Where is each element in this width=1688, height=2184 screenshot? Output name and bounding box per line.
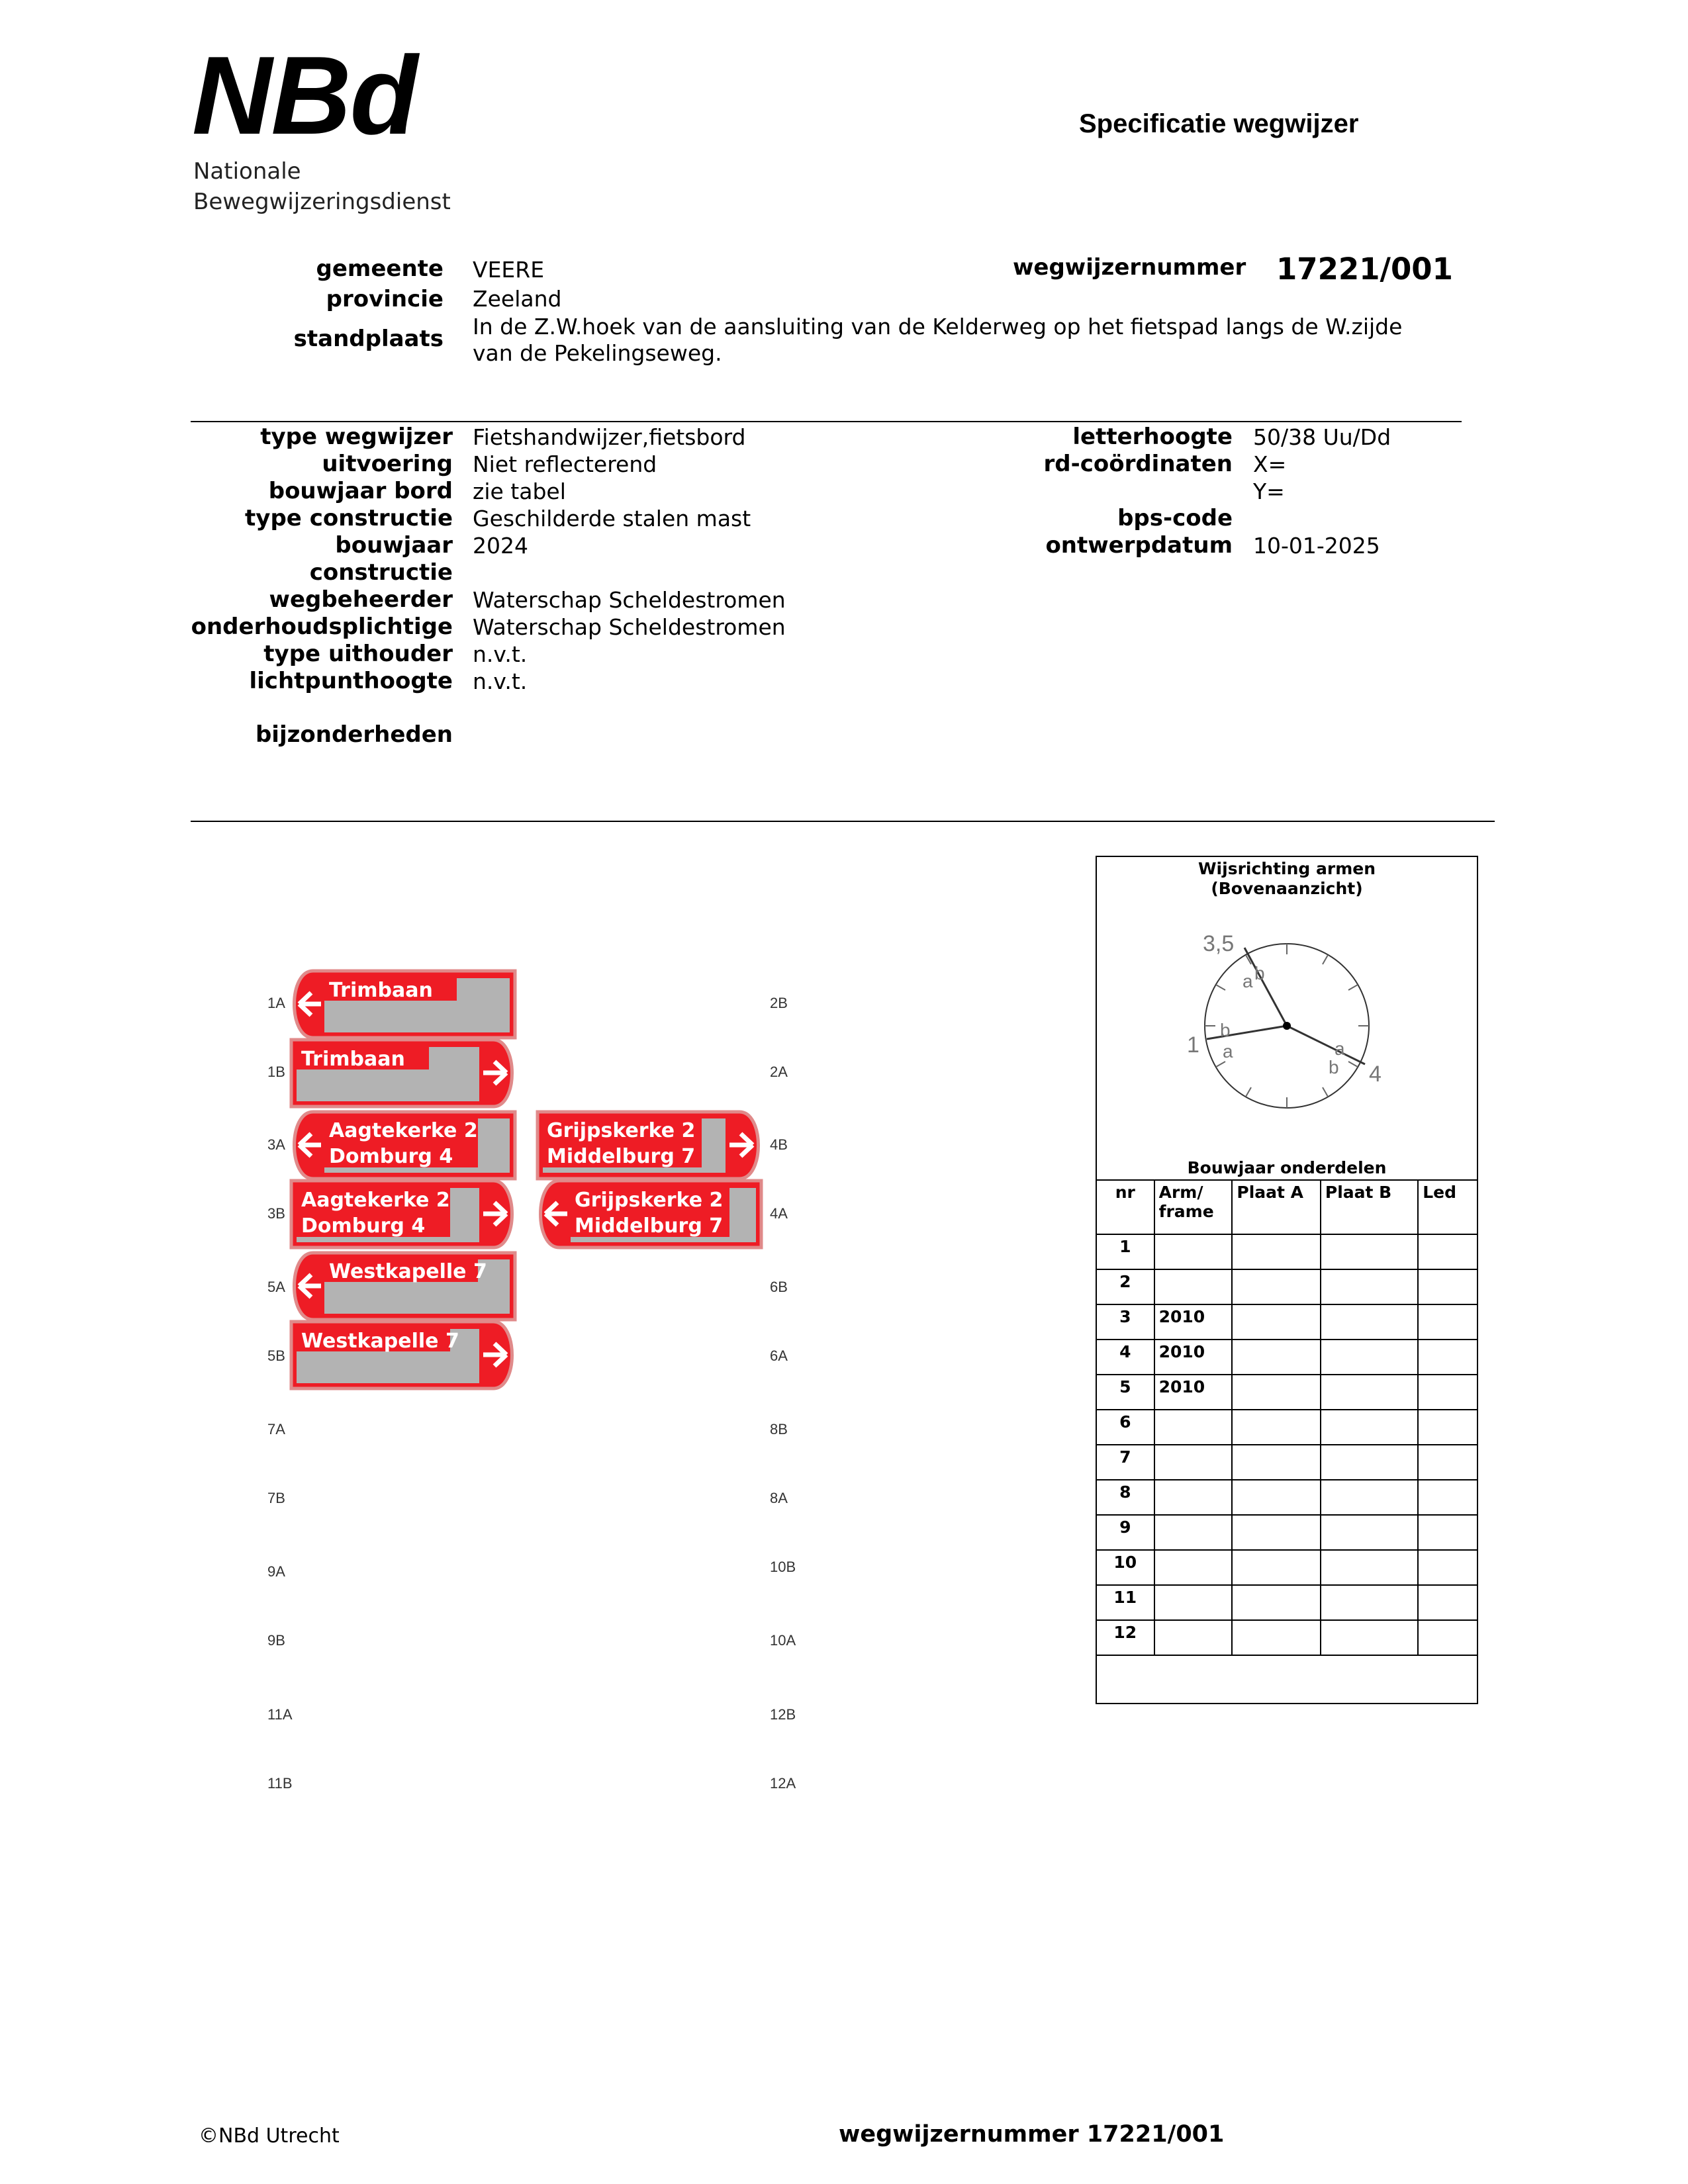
row-nr: 4 — [1096, 1340, 1154, 1375]
side-label: b — [1254, 963, 1265, 983]
standplaats-line-2: van de Pekelingseweg. — [473, 340, 722, 366]
row-led — [1418, 1515, 1477, 1550]
parts-title: Bouwjaar onderdelen — [1187, 1158, 1387, 1177]
row-arm — [1154, 1585, 1233, 1620]
position-label: 1A — [267, 995, 285, 1011]
row-plaat-a — [1232, 1585, 1321, 1620]
position-label: 5A — [267, 1279, 285, 1295]
row-arm: 2010 — [1154, 1304, 1233, 1340]
row-plaat-b — [1321, 1340, 1418, 1375]
logo-line-2: Bewegwijzeringsdienst — [193, 189, 451, 215]
row-plaat-b — [1321, 1550, 1418, 1585]
spec-value: Geschilderde stalen mast — [473, 506, 751, 531]
spec-label: bijzonderheden — [255, 721, 453, 748]
nbd-logo: NBd — [192, 33, 417, 158]
position-label: 10B — [770, 1559, 796, 1575]
table-row — [1096, 1620, 1477, 1655]
row-plaat-a — [1232, 1550, 1321, 1585]
row-plaat-b — [1321, 1480, 1418, 1515]
sign-text: Grijpskerke 2 — [547, 1119, 696, 1142]
row-led — [1418, 1269, 1477, 1304]
side-label: a — [1243, 971, 1253, 991]
row-plaat-b — [1321, 1585, 1418, 1620]
row-arm — [1154, 1550, 1233, 1585]
spec-label: bouwjaar — [335, 532, 453, 559]
row-nr: 12 — [1096, 1620, 1154, 1655]
row-arm — [1154, 1234, 1233, 1269]
row-plaat-b — [1321, 1515, 1418, 1550]
sign-text: Aagtekerke 2 — [329, 1119, 478, 1142]
provincie-label: provincie — [326, 286, 444, 312]
row-led — [1418, 1234, 1477, 1269]
sign-text: Middelburg 7 — [575, 1214, 724, 1238]
row-plaat-b — [1321, 1269, 1418, 1304]
row-nr: 6 — [1096, 1410, 1154, 1445]
compass-title-line-2: (Bovenaanzicht) — [1211, 879, 1363, 898]
row-nr: 3 — [1096, 1304, 1154, 1340]
arm-angle-label: 3,5 — [1203, 931, 1235, 956]
compass-title — [1096, 859, 1478, 899]
spec-label: uitvoering — [322, 451, 453, 477]
spec-value: X= — [1253, 451, 1287, 477]
header-plaat-b: Plaat B — [1321, 1180, 1418, 1234]
table-row — [1096, 1585, 1477, 1620]
position-label: 3B — [267, 1205, 285, 1222]
arm-angle-label: 4 — [1369, 1062, 1382, 1087]
row-plaat-b — [1321, 1375, 1418, 1410]
sign-text: Aagtekerke 2 — [301, 1189, 450, 1212]
table-row — [1096, 1550, 1477, 1585]
row-nr: 5 — [1096, 1375, 1154, 1410]
spec-label: type uithouder — [263, 641, 453, 667]
table-row — [1096, 1480, 1477, 1515]
sign-text: Trimbaan — [329, 979, 433, 1002]
position-label: 7B — [267, 1490, 285, 1506]
spec-label: ontwerpdatum — [1045, 532, 1233, 559]
row-arm — [1154, 1410, 1233, 1445]
row-arm: 2010 — [1154, 1375, 1233, 1410]
position-label: 8B — [770, 1421, 788, 1437]
spec-label: bouwjaar bord — [268, 478, 453, 504]
position-label: 2B — [770, 995, 788, 1011]
row-plaat-b — [1321, 1410, 1418, 1445]
standplaats-label: standplaats — [293, 326, 444, 352]
spec-value: Waterschap Scheldestromen — [473, 587, 786, 613]
logo-line-1: Nationale — [193, 158, 301, 185]
sign-grijpskerke-left — [541, 1181, 762, 1248]
row-nr: 8 — [1096, 1480, 1154, 1515]
row-led — [1418, 1480, 1477, 1515]
footer-copyright: ©NBd Utrecht — [199, 2124, 340, 2148]
header-arm-frame — [1154, 1180, 1233, 1234]
footer-wegwijzernummer: wegwijzernummer 17221/001 — [839, 2121, 1225, 2148]
sign-westkapelle-right — [291, 1322, 512, 1388]
row-plaat-a — [1232, 1410, 1321, 1445]
position-label: 11A — [267, 1706, 293, 1723]
position-label: 10A — [770, 1632, 796, 1649]
position-label: 12A — [770, 1775, 796, 1792]
row-plaat-a — [1232, 1515, 1321, 1550]
row-plaat-b — [1321, 1304, 1418, 1340]
position-label: 9A — [267, 1563, 285, 1580]
sign-aagtekerke-left — [295, 1112, 516, 1179]
gemeente-label: gemeente — [316, 255, 444, 282]
row-plaat-a — [1232, 1234, 1321, 1269]
row-nr: 11 — [1096, 1585, 1154, 1620]
provincie-value: Zeeland — [473, 286, 562, 312]
header-led: Led — [1418, 1180, 1477, 1234]
position-label: 6A — [770, 1347, 788, 1364]
row-nr: 1 — [1096, 1234, 1154, 1269]
side-label: b — [1329, 1057, 1339, 1077]
compass-title-line-1: Wijsrichting armen — [1197, 859, 1376, 878]
table-row — [1096, 1234, 1477, 1269]
row-led — [1418, 1620, 1477, 1655]
position-label: 3A — [267, 1136, 285, 1153]
sign-aagtekerke-right — [291, 1181, 512, 1248]
spec-label: bps-code — [1117, 505, 1233, 531]
sign-grijpskerke-right — [538, 1112, 759, 1179]
position-label: 12B — [770, 1706, 796, 1723]
spec-value: 50/38 Uu/Dd — [1253, 424, 1391, 450]
row-nr: 10 — [1096, 1550, 1154, 1585]
row-arm — [1154, 1620, 1233, 1655]
side-label: a — [1335, 1038, 1345, 1059]
sign-text: Domburg 4 — [329, 1145, 453, 1168]
spec-label: constructie — [309, 559, 453, 586]
parts-table — [1096, 1179, 1478, 1656]
row-nr: 7 — [1096, 1445, 1154, 1480]
row-nr: 2 — [1096, 1269, 1154, 1304]
sign-text: Westkapelle 7 — [329, 1260, 487, 1283]
table-row — [1096, 1410, 1477, 1445]
compass-diagram — [1096, 907, 1478, 1125]
row-plaat-b — [1321, 1234, 1418, 1269]
sign-text: Westkapelle 7 — [301, 1330, 459, 1353]
spec-label: lichtpunthoogte — [249, 668, 453, 694]
row-arm — [1154, 1515, 1233, 1550]
position-label: 11B — [267, 1775, 293, 1792]
spec-label: wegbeheerder — [269, 586, 453, 613]
row-arm: 2010 — [1154, 1340, 1233, 1375]
spec-value: Fietshandwijzer,fietsbord — [473, 424, 746, 450]
sign-text: Domburg 4 — [301, 1214, 426, 1238]
row-led — [1418, 1340, 1477, 1375]
row-plaat-b — [1321, 1445, 1418, 1480]
table-row — [1096, 1304, 1477, 1340]
table-header-row — [1096, 1180, 1477, 1234]
table-row — [1096, 1269, 1477, 1304]
row-led — [1418, 1550, 1477, 1585]
table-row — [1096, 1445, 1477, 1480]
side-label: b — [1220, 1020, 1231, 1040]
standplaats-line-1: In de Z.W.hoek van de aansluiting van de Kelderweg op het fietspad langs de W.zijde — [473, 314, 1403, 340]
wegwijzernummer-value: 17221/001 — [1276, 251, 1453, 287]
row-plaat-a — [1232, 1480, 1321, 1515]
row-arm — [1154, 1269, 1233, 1304]
position-label: 7A — [267, 1421, 285, 1437]
row-led — [1418, 1410, 1477, 1445]
row-led — [1418, 1375, 1477, 1410]
row-arm — [1154, 1445, 1233, 1480]
spec-value: Niet reflecterend — [473, 451, 657, 477]
position-label: 4A — [770, 1205, 788, 1222]
spec-value: Y= — [1253, 478, 1285, 504]
arm-angle-label: 1 — [1187, 1032, 1199, 1058]
spec-value: n.v.t. — [473, 641, 528, 667]
row-plaat-a — [1232, 1340, 1321, 1375]
row-plaat-b — [1321, 1620, 1418, 1655]
sign-text: Grijpskerke 2 — [575, 1189, 724, 1212]
row-led — [1418, 1304, 1477, 1340]
sign-trimbaan-right — [291, 1040, 512, 1107]
row-arm — [1154, 1480, 1233, 1515]
header-nr: nr — [1096, 1180, 1154, 1234]
spec-label: onderhoudsplichtige — [191, 614, 453, 640]
side-label: a — [1223, 1041, 1233, 1062]
table-row — [1096, 1515, 1477, 1550]
spec-value: zie tabel — [473, 478, 566, 504]
row-nr: 9 — [1096, 1515, 1154, 1550]
row-led — [1418, 1445, 1477, 1480]
row-plaat-a — [1232, 1375, 1321, 1410]
table-row — [1096, 1340, 1477, 1375]
row-plaat-a — [1232, 1304, 1321, 1340]
header-plaat-a: Plaat A — [1232, 1180, 1321, 1234]
position-label: 1B — [267, 1064, 285, 1080]
spec-value: 2024 — [473, 533, 528, 559]
position-label: 8A — [770, 1490, 788, 1506]
position-label: 4B — [770, 1136, 788, 1153]
row-plaat-a — [1232, 1445, 1321, 1480]
spec-label: type wegwijzer — [260, 424, 453, 450]
sign-text: Middelburg 7 — [547, 1145, 696, 1168]
sign-trimbaan-left — [295, 971, 516, 1038]
table-row — [1096, 1375, 1477, 1410]
document-title: Specificatie wegwijzer — [1079, 109, 1359, 138]
spec-label: letterhoogte — [1072, 424, 1233, 450]
position-label: 2A — [770, 1064, 788, 1080]
row-led — [1418, 1585, 1477, 1620]
spec-value: Waterschap Scheldestromen — [473, 614, 786, 640]
header-arm-frame-text: Arm/ frame — [1158, 1183, 1214, 1221]
spec-value: 10-01-2025 — [1253, 533, 1380, 559]
spec-value: n.v.t. — [473, 668, 528, 694]
spec-label: type constructie — [245, 505, 453, 531]
row-plaat-a — [1232, 1269, 1321, 1304]
wegwijzernummer-label: wegwijzernummer — [1013, 254, 1246, 281]
sign-text: Trimbaan — [301, 1048, 405, 1071]
gemeente-value: VEERE — [473, 257, 545, 283]
sign-westkapelle-left — [295, 1253, 516, 1320]
position-label: 9B — [267, 1632, 285, 1649]
row-plaat-a — [1232, 1620, 1321, 1655]
position-label: 5B — [267, 1347, 285, 1364]
position-label: 6B — [770, 1279, 788, 1295]
spec-label: rd-coördinaten — [1043, 451, 1233, 477]
